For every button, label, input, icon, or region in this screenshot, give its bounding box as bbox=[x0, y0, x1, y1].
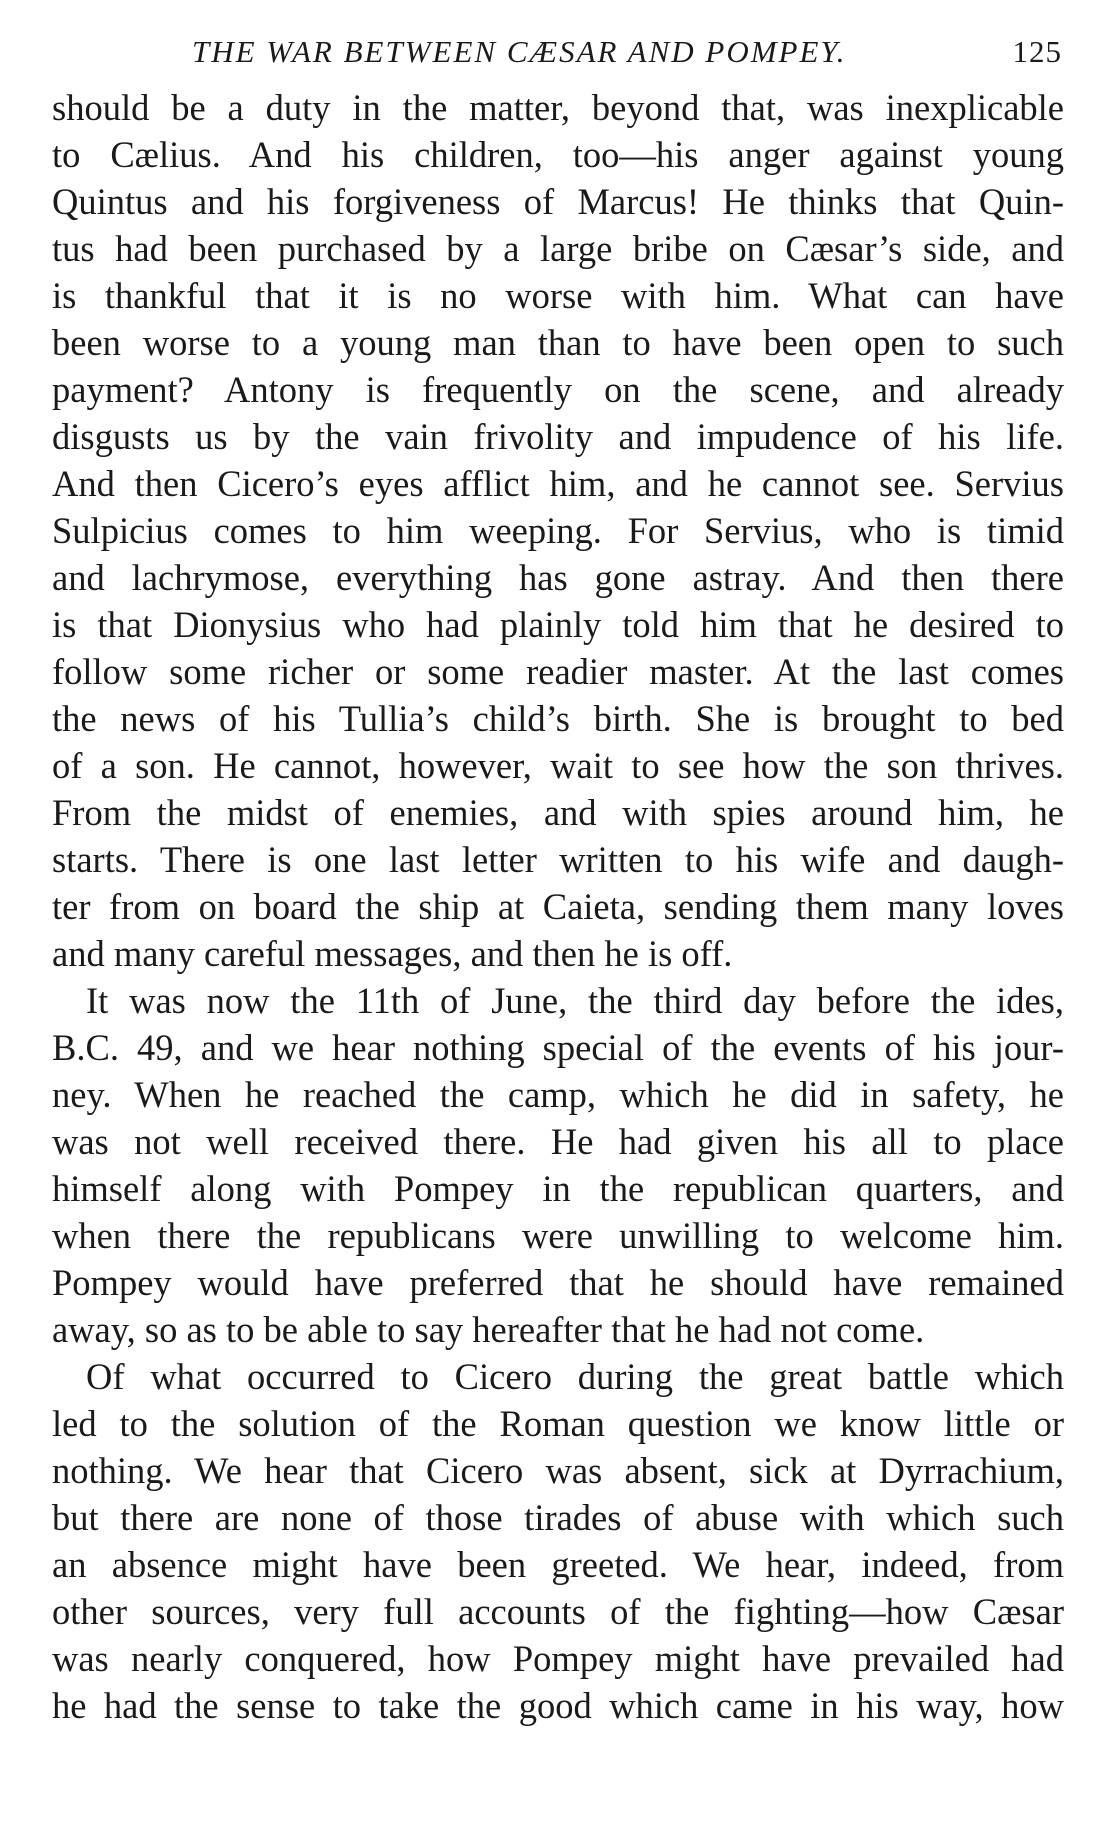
paragraph-1 bbox=[52, 84, 1064, 977]
text-line: and lachrymose, everything has gone astray. And then there bbox=[52, 557, 1064, 598]
text-line: led to the solution of the Roman question we know little or bbox=[52, 1403, 1064, 1444]
text-line: when there the republicans were unwilling to welcome him. bbox=[52, 1215, 1064, 1256]
text-line: follow some richer or some readier master. At the last comes bbox=[52, 651, 1064, 692]
text-line: starts. There is one last letter written to his wife and daugh- bbox=[52, 839, 1064, 880]
text-line: ney. When he reached the camp, which he did in safety, he bbox=[52, 1074, 1064, 1115]
book-page bbox=[52, 30, 1064, 1729]
text-line: was nearly conquered, how Pompey might have prevailed had bbox=[52, 1638, 1064, 1679]
text-line: of a son. He cannot, however, wait to see how the son thrives. bbox=[52, 745, 1064, 786]
text-line: And then Cicero’s eyes afflict him, and he cannot see. Servius bbox=[52, 463, 1064, 504]
text-line: nothing. We hear that Cicero was absent, sick at Dyrrachium, bbox=[52, 1450, 1064, 1491]
text-line: tus had been purchased by a large bribe on Cæsar’s side, and bbox=[52, 228, 1064, 269]
text-line: away, so as to be able to say hereafter that he had not come. bbox=[52, 1309, 925, 1350]
text-line: is that Dionysius who had plainly told him that he desired to bbox=[52, 604, 1064, 645]
body-text bbox=[52, 84, 1064, 1729]
text-line: It was now the 11th of June, the third day before the ides, bbox=[86, 980, 1064, 1021]
text-line: and many careful messages, and then he is off. bbox=[52, 933, 733, 974]
text-line: B.C. 49, and we hear nothing special of the events of his jour- bbox=[52, 1027, 1064, 1068]
text-line: the news of his Tullia’s child’s birth. She is brought to bed bbox=[52, 698, 1064, 739]
text-line: but there are none of those tirades of abuse with which such bbox=[52, 1497, 1064, 1538]
text-line: From the midst of enemies, and with spies around him, he bbox=[52, 792, 1064, 833]
text-line: Of what occurred to Cicero during the great battle which bbox=[86, 1356, 1064, 1397]
text-line: been worse to a young man than to have been open to such bbox=[52, 322, 1064, 363]
paragraph-2 bbox=[52, 977, 1064, 1353]
text-line: himself along with Pompey in the republican quarters, and bbox=[52, 1168, 1064, 1209]
text-line: to Cælius. And his children, too—his anger against young bbox=[52, 134, 1064, 175]
text-line: was not well received there. He had given his all to place bbox=[52, 1121, 1064, 1162]
paragraph-3 bbox=[52, 1353, 1064, 1729]
page-number: 125 bbox=[1012, 34, 1062, 69]
text-line: ter from on board the ship at Caieta, sending them many loves bbox=[52, 886, 1064, 927]
text-line: other sources, very full accounts of the fighting—how Cæsar bbox=[52, 1591, 1064, 1632]
text-line: is thankful that it is no worse with him. What can have bbox=[52, 275, 1064, 316]
text-line: Sulpicius comes to him weeping. For Servius, who is timid bbox=[52, 510, 1064, 551]
text-line: payment? Antony is frequently on the scene, and already bbox=[52, 369, 1064, 410]
running-head bbox=[52, 30, 1064, 78]
text-line: should be a duty in the matter, beyond that, was inexplicable bbox=[52, 87, 1064, 128]
text-line: disgusts us by the vain frivolity and impudence of his life. bbox=[52, 416, 1064, 457]
text-line: he had the sense to take the good which came in his way, how bbox=[52, 1685, 1064, 1726]
text-line: Pompey would have preferred that he should have remained bbox=[52, 1262, 1064, 1303]
text-line: Quintus and his forgiveness of Marcus! He thinks that Quin- bbox=[52, 181, 1064, 222]
running-title: THE WAR BETWEEN CÆSAR AND POMPEY. bbox=[192, 34, 847, 69]
text-line: an absence might have been greeted. We hear, indeed, from bbox=[52, 1544, 1064, 1585]
